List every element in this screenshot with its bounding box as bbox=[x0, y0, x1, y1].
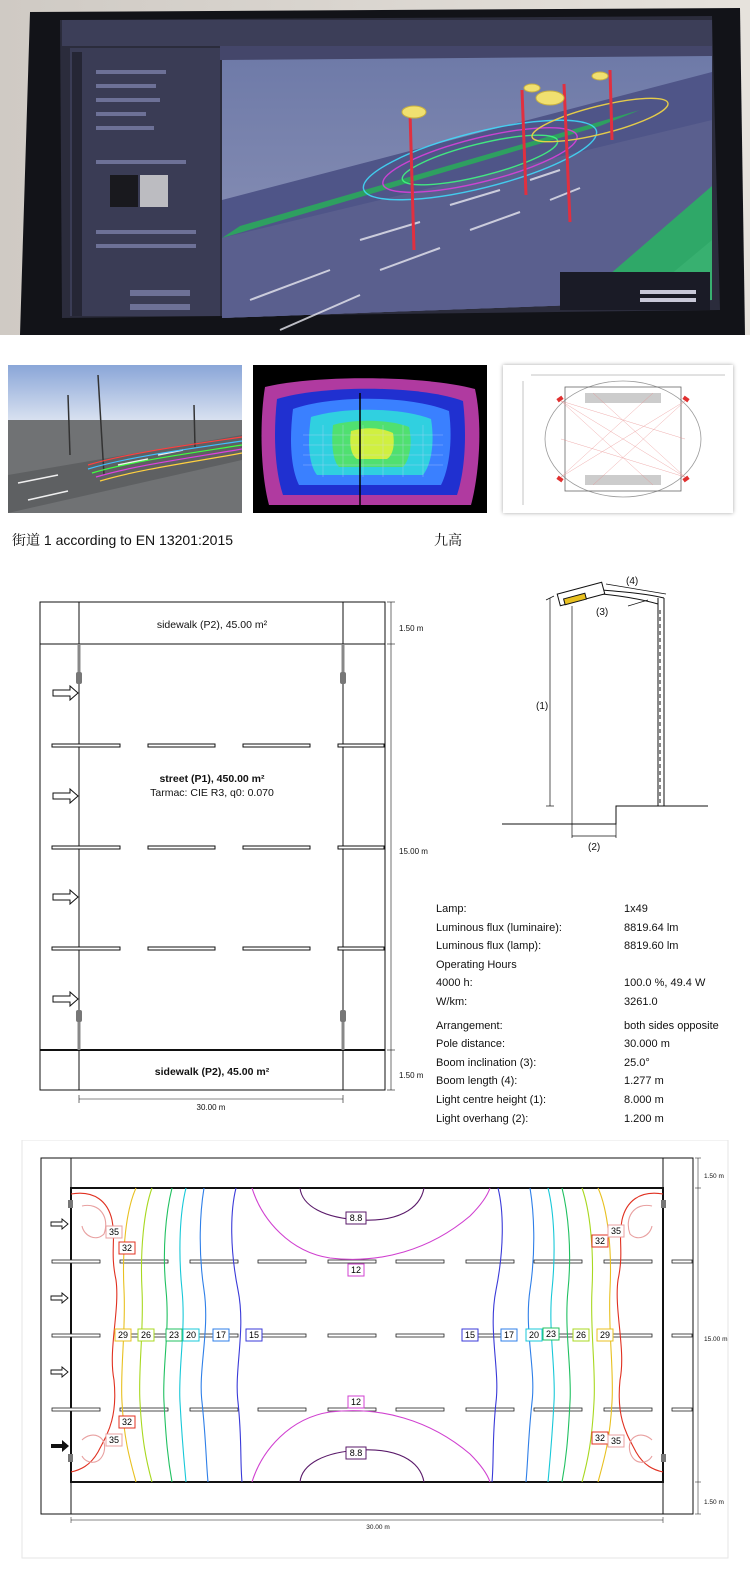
iso-dim-bottom: 1.50 m bbox=[704, 1499, 724, 1506]
pole-elevation-diagram bbox=[498, 570, 713, 860]
overhang-label: (2) bbox=[588, 842, 601, 853]
svg-text:23: 23 bbox=[545, 1329, 557, 1339]
svg-text:23: 23 bbox=[168, 1330, 180, 1340]
thumbnail-stadium-plan bbox=[503, 365, 733, 513]
spec-row: Pole distance: 30.000 m bbox=[436, 1038, 670, 1051]
svg-text:17: 17 bbox=[503, 1330, 515, 1340]
svg-text:32: 32 bbox=[121, 1243, 133, 1253]
iso-dim-top: 1.50 m bbox=[704, 1173, 724, 1180]
spec-row: W/km: 3261.0 bbox=[436, 995, 658, 1008]
iso-dim-mid: 15.00 m bbox=[704, 1336, 728, 1343]
svg-text:29: 29 bbox=[599, 1330, 611, 1340]
contour-label bbox=[346, 1447, 366, 1459]
dim-street-width: 15.00 m bbox=[399, 847, 428, 856]
svg-text:12: 12 bbox=[350, 1265, 362, 1275]
contour-label bbox=[115, 1329, 131, 1341]
contour-label bbox=[608, 1435, 624, 1447]
spec-row: Light overhang (2): 1.200 m bbox=[436, 1112, 664, 1125]
spec-row: Lamp: 1x49 bbox=[436, 903, 648, 915]
sidewalk-top-label: sidewalk (P2), 45.00 m² bbox=[156, 619, 268, 631]
contour-label bbox=[348, 1396, 364, 1408]
dim-sidewalk-top: 1.50 m bbox=[399, 624, 424, 633]
isolux-contour-plan bbox=[0, 1140, 750, 1560]
svg-text:26: 26 bbox=[575, 1330, 587, 1340]
svg-text:32: 32 bbox=[594, 1433, 606, 1443]
contour-label bbox=[166, 1329, 182, 1341]
traffic-arrow-icon bbox=[53, 686, 78, 700]
svg-text:35: 35 bbox=[108, 1227, 120, 1237]
svg-text:20: 20 bbox=[185, 1330, 197, 1340]
svg-text:29: 29 bbox=[117, 1330, 129, 1340]
caption-street-title: 街道 1 according to EN 13201:2015 bbox=[12, 532, 234, 548]
svg-text:26: 26 bbox=[140, 1330, 152, 1340]
contour-label bbox=[462, 1329, 478, 1341]
contour-label bbox=[346, 1212, 366, 1224]
svg-text:8.8: 8.8 bbox=[349, 1448, 363, 1458]
svg-text:15: 15 bbox=[464, 1330, 476, 1340]
spec-row: 4000 h: 100.0 %, 49.4 W bbox=[436, 977, 706, 990]
spec-row: Luminous flux (luminaire): 8819.64 lm bbox=[436, 921, 679, 934]
traffic-arrow-icon bbox=[53, 789, 78, 803]
spec-row: Light centre height (1): 8.000 m bbox=[436, 1093, 664, 1106]
spec-row: Operating Hours bbox=[436, 958, 517, 971]
thumbnail-3d-street bbox=[8, 365, 242, 513]
height-label: (1) bbox=[536, 701, 549, 712]
contour-label bbox=[183, 1329, 199, 1341]
svg-text:8.8: 8.8 bbox=[349, 1213, 363, 1223]
inclination-label: (3) bbox=[596, 607, 609, 618]
svg-text:32: 32 bbox=[121, 1417, 133, 1427]
dim-sidewalk-bottom: 1.50 m bbox=[399, 1071, 424, 1080]
contour-label bbox=[138, 1329, 154, 1341]
iso-dim-width: 30.00 m bbox=[366, 1524, 390, 1531]
contour-label bbox=[348, 1264, 364, 1276]
svg-text:12: 12 bbox=[350, 1397, 362, 1407]
traffic-arrow-icon bbox=[53, 890, 78, 904]
street-layout-plan bbox=[0, 580, 440, 1120]
contour-label bbox=[501, 1329, 517, 1341]
contour-label bbox=[543, 1328, 559, 1340]
software-photo bbox=[0, 0, 750, 335]
contour-label bbox=[526, 1329, 542, 1341]
svg-text:35: 35 bbox=[610, 1226, 622, 1236]
svg-text:20: 20 bbox=[528, 1330, 540, 1340]
contour-label bbox=[246, 1329, 262, 1341]
thumbnail-false-color bbox=[253, 365, 487, 513]
dim-length: 30.00 m bbox=[196, 1103, 226, 1112]
contour-label bbox=[119, 1416, 135, 1428]
contour-label bbox=[592, 1432, 608, 1444]
contour-label bbox=[119, 1242, 135, 1254]
svg-text:35: 35 bbox=[610, 1436, 622, 1446]
contour-label bbox=[106, 1434, 122, 1446]
spec-row: Boom inclination (3): 25.0° bbox=[436, 1056, 650, 1069]
sidewalk-bottom-label: sidewalk (P2), 45.00 m² bbox=[154, 1066, 270, 1078]
svg-text:15: 15 bbox=[248, 1330, 260, 1340]
svg-text:32: 32 bbox=[594, 1236, 606, 1246]
contour-label bbox=[592, 1235, 608, 1247]
traffic-arrow-icon bbox=[53, 992, 78, 1006]
contour-label bbox=[213, 1329, 229, 1341]
caption-brand: 九高 bbox=[434, 532, 462, 548]
svg-text:35: 35 bbox=[108, 1435, 120, 1445]
contour-label bbox=[106, 1226, 122, 1238]
contour-label bbox=[597, 1329, 613, 1341]
contour-label bbox=[608, 1225, 624, 1237]
spec-row: Luminous flux (lamp): 8819.60 lm bbox=[436, 940, 679, 953]
svg-text:17: 17 bbox=[215, 1330, 227, 1340]
spec-row: Arrangement: both sides opposite bbox=[436, 1019, 719, 1032]
tarmac-label: Tarmac: CIE R3, q0: 0.070 bbox=[150, 787, 274, 799]
street-label: street (P1), 450.00 m² bbox=[159, 773, 265, 785]
spec-row: Boom length (4): 1.277 m bbox=[436, 1075, 664, 1088]
contour-label bbox=[573, 1329, 589, 1341]
luminaire-spec-table bbox=[436, 900, 736, 1128]
monitor-illustration bbox=[0, 0, 750, 335]
boom-length-label: (4) bbox=[626, 576, 639, 587]
